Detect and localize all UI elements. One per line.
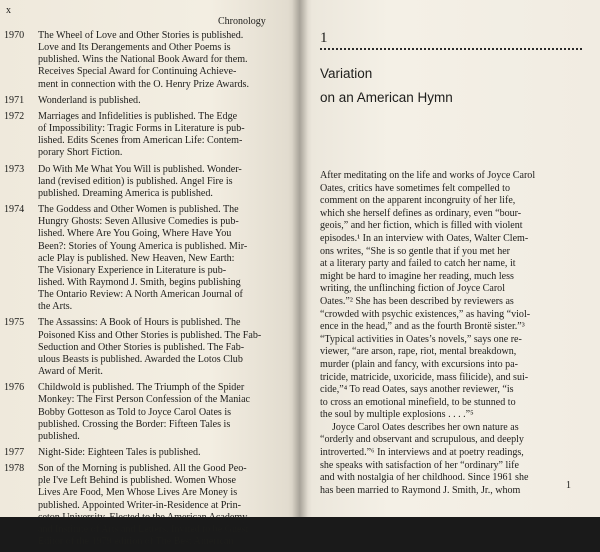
chronology-text [38,382,284,443]
chronology-line: lished. Edits Scenes from American Life: Contem- [38,135,243,147]
body-line: “orderly and observant and scrupulous, and deeply [320,434,524,446]
chronology-text [38,164,284,200]
chronology-year: 1971 [4,94,25,106]
chronology-text [38,463,284,548]
body-line: writing, the unflinching fiction of Joyce Carol [320,283,505,295]
body-line: ence in the head,” and as the fourth Brontë sister.”³ [320,321,525,333]
chronology-line: Do With Me What You Will is published. Wonder- [38,163,242,175]
body-line: Joyce Carol Oates describes her own nature as [332,421,519,433]
chronology-text [38,95,284,107]
chronology-line: land (revised edition) is published. Angel Fire is [38,175,233,187]
chronology-line: published. Dreaming America is published. [38,187,213,199]
chronology-entry [4,317,284,378]
body-line: After meditating on the life and works of Joyce Carol [320,170,536,181]
chronology-line: lished. Where Are You Going, Where Have You [38,228,232,240]
chronology-line: The Assassins: A Book of Hours is published. The [38,317,241,329]
book-gutter [292,0,308,517]
chronology-entry [4,463,284,548]
right-page-number: 1 [566,480,571,491]
body-line: murder (plain and fancy, with excursions into pa- [320,358,518,370]
chronology-text [38,111,284,160]
chronology-line: The Wheel of Love and Other Stories is published. [38,30,244,41]
chronology-line: ple I've Left Behind is published. Women Whose [38,475,236,487]
chronology-line: Love and Its Derangements and Other Poems is [38,42,231,54]
body-line: to cross an emotional minefield, to be stunned to [320,396,516,408]
chronology-line: Son of the Morning is published. All the Good Peo- [38,463,247,475]
body-line: at a literary party and failed to catch her name, it [320,258,516,270]
body-line: she speaks with satisfaction of her “ordinary” life [320,459,519,471]
body-line: Oates.”² She has been described by reviewers as [320,295,514,307]
chronology-year: 1976 [4,382,25,394]
chronology-line: Poisoned Kiss and Other Stories is published. The Fab- [38,329,262,341]
left-page-number: x [6,5,11,16]
body-line: Oates, critics have sometimes felt compelled to [320,182,510,194]
chronology-line: Night-Side: Eighteen Tales is published. [38,447,201,458]
chronology-entry [4,447,284,459]
body-line: ons writes, “She is so gentle that if you met her [320,245,511,257]
body-line: cide,”⁴ To read Oates, says another reviewer, “is [320,384,514,396]
body-line: viewer, “are arson, rape, riot, mental breakdown, [320,346,517,358]
body-line: and with nostalgia of her childhood. Since 1961 she [320,472,529,484]
chronology-line: Marriages and Infidelities is published. The Edge [38,110,238,122]
body-line: has been married to Raymond J. Smith, Jr., whom [320,484,521,496]
body-line: “crowded with psychic existences,” as having “viol- [320,308,531,320]
chronology-line: Lives Are Food, Men Whose Lives Are Money is [38,487,238,499]
left-page [0,0,300,548]
chronology-year: 1978 [4,463,25,475]
chronology-line: Seduction and Other Stories is published. The Fab- [38,341,245,353]
chronology-year: 1974 [4,204,25,216]
chronology-line: the Arts. [38,301,73,313]
chronology-line: Childwold is published. The Triumph of the Spider [38,382,245,394]
chronology-line: Been?: Stories of Young America is published. Mir- [38,240,248,252]
chronology-year: 1972 [4,110,25,122]
chronology-text [38,30,284,91]
chronology-line: Monkey: The First Person Confession of the Maniac [38,394,251,406]
body-line: comment on the apparent incongruity of her life, [320,195,516,207]
chronology-text [38,317,284,378]
chronology-entry [4,382,284,443]
chronology-line: ceton University. Elected to the American Academy [38,511,248,523]
body-line: which she herself defines as ordinary, even “bour- [320,207,522,219]
body-line: introverted.”⁶ In interviews and at poetry readings, [320,447,524,459]
chronology-line: of Impossibility: Tragic Forms in Literature is pub- [38,123,245,135]
chronology-text [38,447,284,459]
body-line: tricide, matricide, uxoricide, mass filicide), and sui- [320,371,529,383]
chronology-line: The Visionary Experience in Literature is pub- [38,264,227,276]
chronology-text [38,204,284,313]
chronology-line: Hungry Ghosts: Seven Allusive Comedies is pub- [38,216,239,228]
chronology-entry [4,164,284,200]
chronology-entry [4,111,284,160]
body-line: geois,” and her fiction, which is filled with violent [320,220,523,232]
chronology-year: 1977 [4,447,25,458]
chronology-line: published. Wins the National Book Award for them. [38,54,248,66]
chronology-year: 1970 [4,30,25,41]
chronology-list [4,30,284,552]
chronology-line: The Ontario Review: A North American Journal of [38,289,243,301]
body-line: episodes.¹ In an interview with Oates, Walter Clem- [320,232,529,244]
chronology-line: Award of Merit. [38,366,103,378]
chronology-line: and Institute of Arts and Letters. Invited to be Guest [38,523,249,535]
body-line: the soul by multiple explosions . . . .”⁵ [320,409,474,421]
chronology-line: acle Play is published. New Heaven, New Earth: [38,252,235,264]
chronology-line: published. Appointed Writer-in-Residence at Prin- [38,499,241,511]
chronology-line: Receives Special Award for Continuing Achieve- [38,66,237,78]
chronology-line: The Goddess and Other Women is published. The [38,204,239,216]
chronology-line: Editor of the 1979 edition of The Best American [38,536,234,548]
chronology-entry [4,95,284,107]
body-line: might be hard to imagine her reading, much less [320,270,514,282]
chapter-number: 1 [320,30,328,46]
body-line: “Typical activities in Oates’s novels,” says one re- [320,333,522,345]
chronology-year: 1973 [4,163,25,175]
chronology-line: Wonderland is published. [38,94,141,106]
chronology-entry [4,204,284,313]
chapter-body-text [320,170,590,497]
chronology-line: ulous Beasts is published. Awarded the Lotos Club [38,353,243,365]
chronology-line: published. [38,430,80,442]
running-head: Chronology [218,16,266,27]
chapter-divider-rule [320,48,582,50]
chronology-line: porary Short Fiction. [38,147,123,159]
chronology-line: ment in connection with the O. Henry Prize Awards. [38,78,249,90]
chapter-title-line-2: on an American Hymn [320,90,453,105]
chronology-line: Bobby Gotteson as Told to Joyce Carol Oates is [38,406,232,418]
chronology-line: published. Crossing the Border: Fifteen Tales is [38,418,231,430]
chronology-year: 1975 [4,317,25,329]
chronology-line: lished. With Raymond J. Smith, begins publishing [38,276,241,288]
chapter-title-line-1: Variation [320,66,373,81]
chronology-entry [4,30,284,91]
